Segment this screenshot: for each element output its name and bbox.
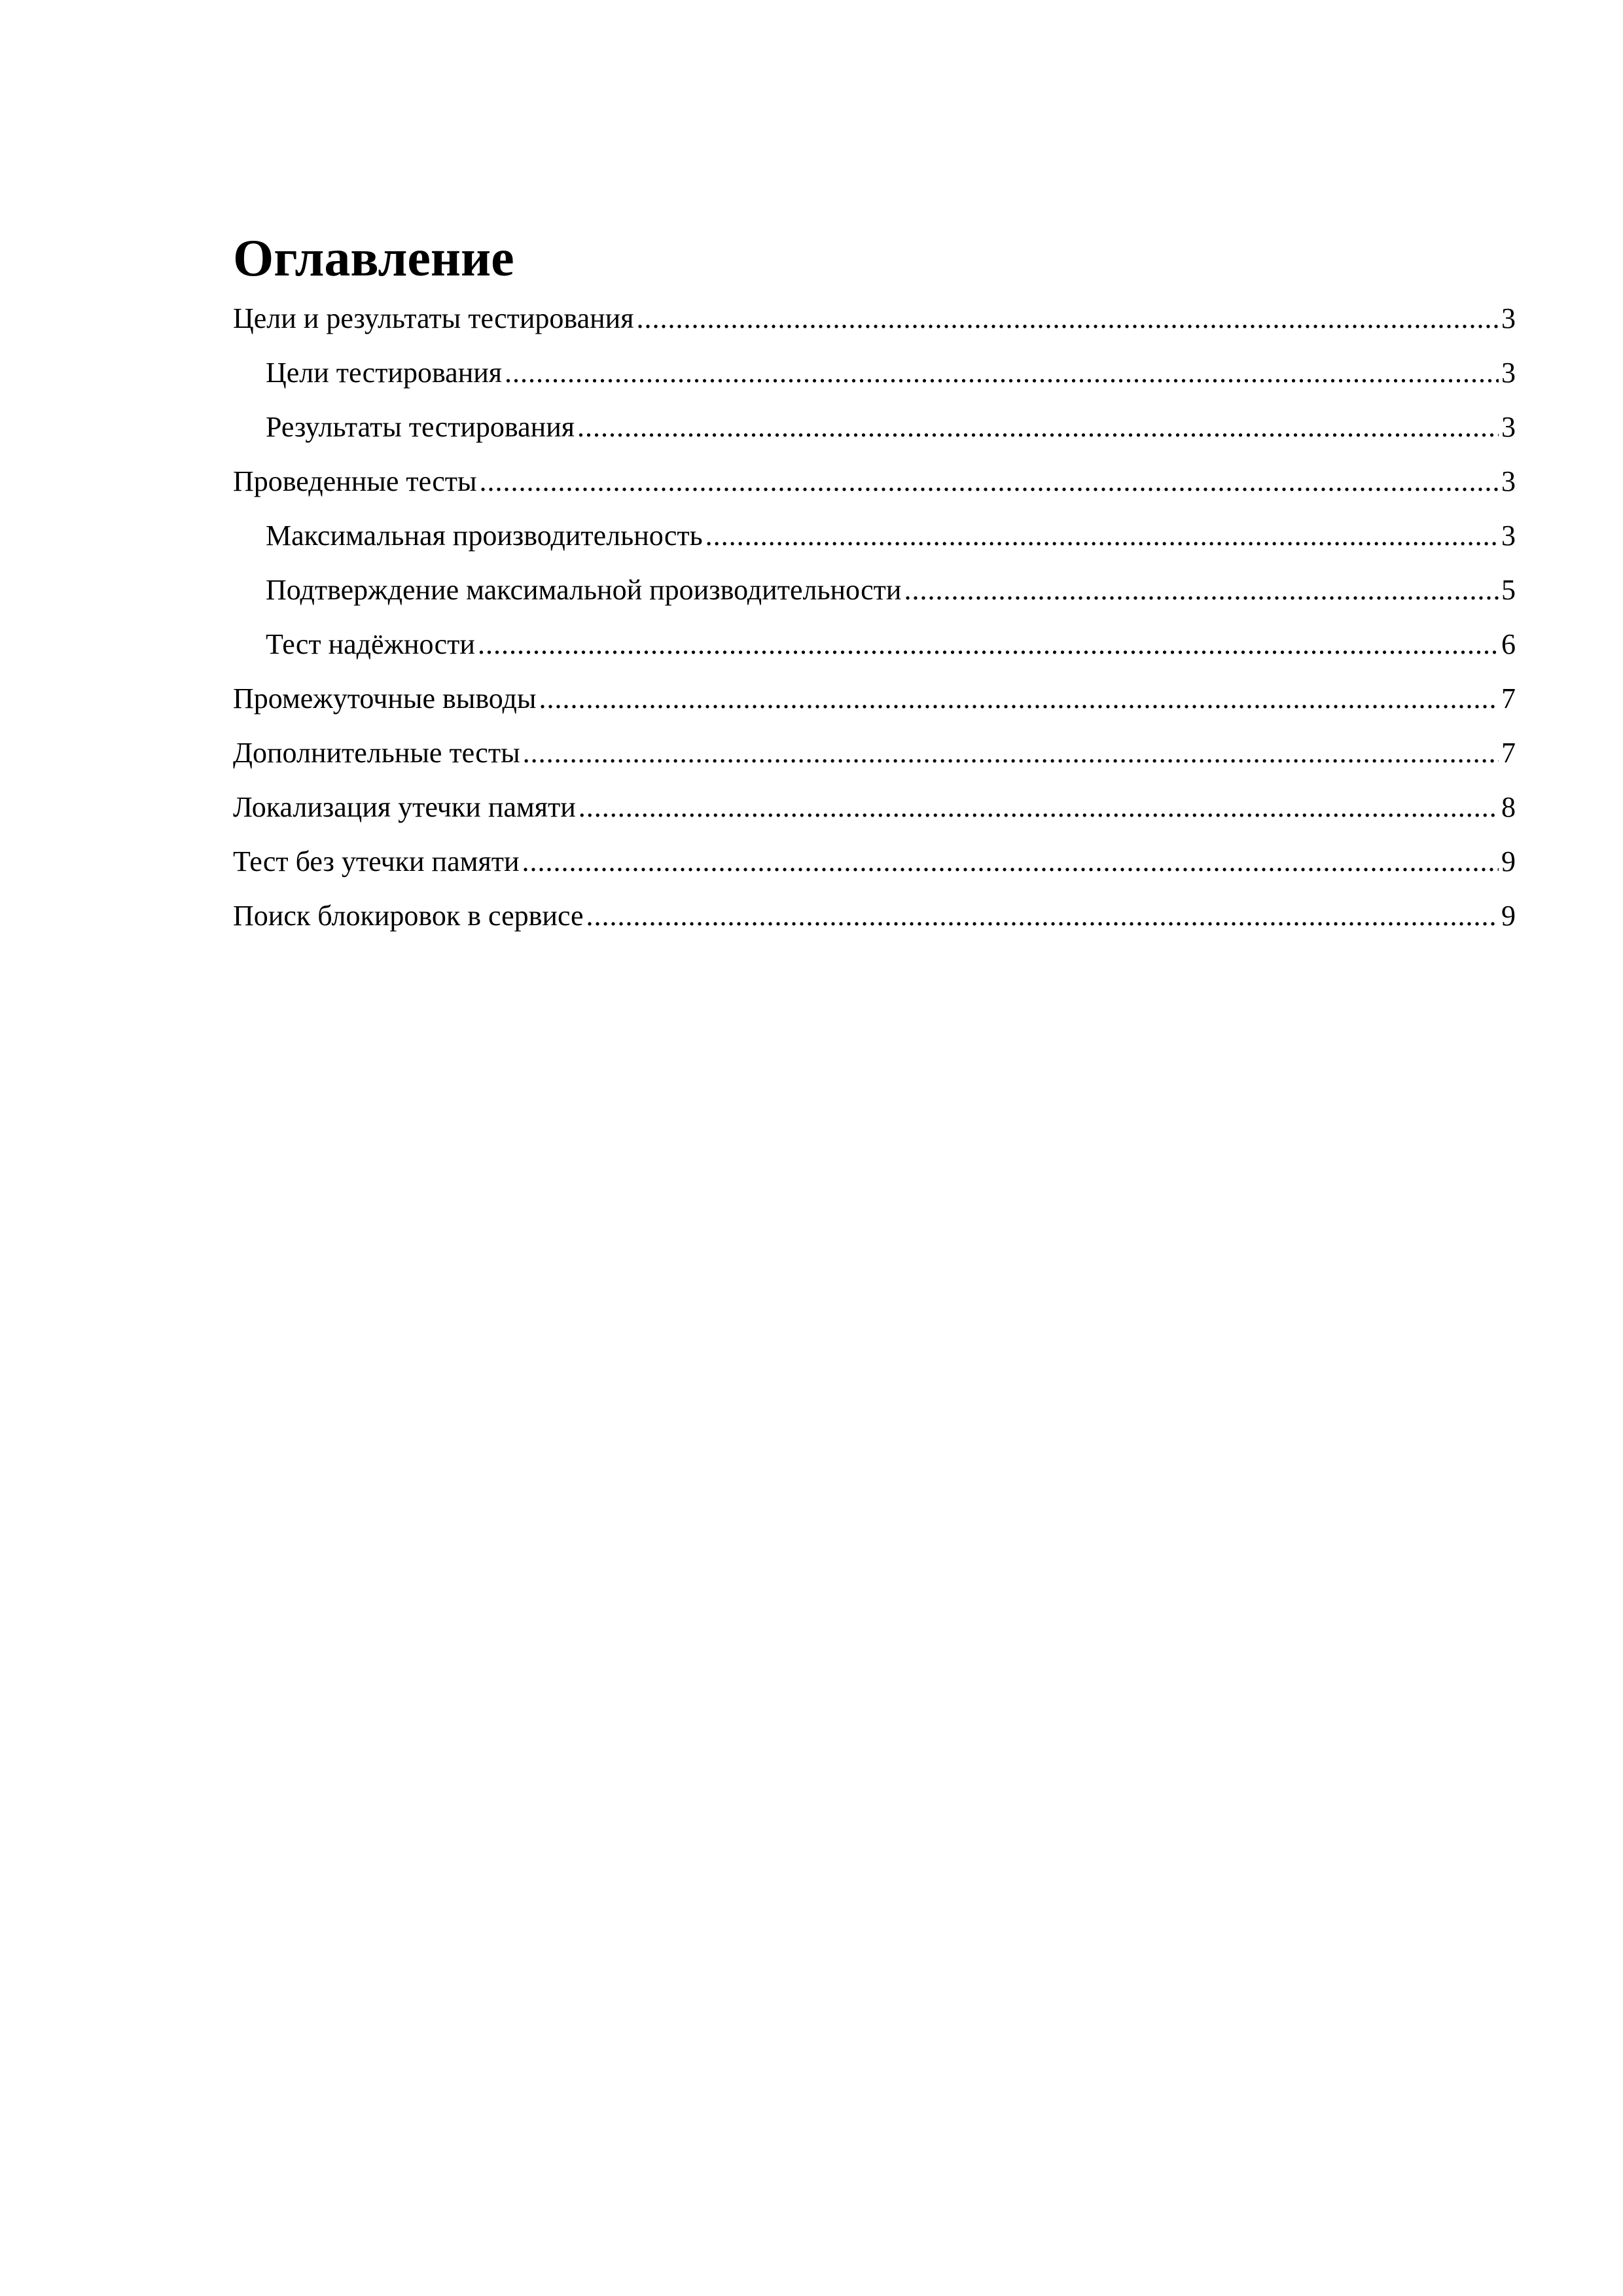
toc-page-number: 3: [1501, 465, 1516, 497]
toc-entry-max-performance-confirmation[interactable]: [233, 563, 1516, 617]
toc-list: [233, 291, 1516, 943]
toc-dot-leader: [523, 726, 1499, 780]
toc-dot-leader: [705, 508, 1499, 563]
toc-entry-text: Тест без утечки памяти: [233, 845, 520, 877]
toc-dot-leader: [904, 563, 1499, 617]
toc-dot-leader: [478, 617, 1499, 671]
toc-dot-leader: [636, 291, 1499, 345]
toc-entry-testing-results[interactable]: [233, 400, 1516, 454]
toc-page-number: 9: [1501, 845, 1516, 877]
toc-title: Оглавление: [233, 230, 514, 287]
toc-entry-text: Тест надёжности: [266, 628, 475, 660]
toc-entry-max-performance[interactable]: [233, 508, 1516, 563]
toc-entry-reliability-test[interactable]: [233, 617, 1516, 671]
toc-entry-memory-leak-localization[interactable]: [233, 780, 1516, 834]
toc-page-number: 5: [1501, 574, 1516, 606]
toc-dot-leader: [577, 400, 1499, 454]
toc-page-number: 7: [1501, 737, 1516, 769]
toc-entry-text: Проведенные тесты: [233, 465, 477, 497]
toc-entry-text: Максимальная производительность: [266, 520, 703, 552]
toc-entry-text: Цели и результаты тестирования: [233, 302, 634, 334]
toc-dot-leader: [579, 780, 1499, 834]
toc-entry-conducted-tests[interactable]: [233, 454, 1516, 508]
toc-dot-leader: [522, 834, 1499, 889]
toc-entry-additional-tests[interactable]: [233, 726, 1516, 780]
toc-entry-lock-search[interactable]: [233, 889, 1516, 943]
toc-dot-leader: [480, 454, 1499, 508]
table-of-contents: [233, 226, 1516, 943]
toc-page-number: 3: [1501, 302, 1516, 334]
toc-entry-text: Локализация утечки памяти: [233, 791, 576, 823]
toc-page-number: 3: [1501, 357, 1516, 389]
toc-entry-text: Подтверждение максимальной производительности: [266, 574, 902, 606]
toc-entry-intermediate-conclusions[interactable]: [233, 671, 1516, 726]
toc-entry-text: Цели тестирования: [266, 357, 503, 389]
toc-entry-goals-and-results[interactable]: [233, 291, 1516, 345]
toc-page-number: 3: [1501, 520, 1516, 552]
toc-dot-leader: [505, 345, 1499, 400]
toc-page-number: 8: [1501, 791, 1516, 823]
toc-page-number: 7: [1501, 682, 1516, 715]
toc-entry-text: Дополнительные тесты: [233, 737, 520, 769]
toc-entry-text: Поиск блокировок в сервисе: [233, 900, 584, 932]
toc-dot-leader: [539, 671, 1499, 726]
toc-page-number: 3: [1501, 411, 1516, 443]
toc-entry-test-without-memory-leak[interactable]: [233, 834, 1516, 889]
toc-page-number: 9: [1501, 900, 1516, 932]
toc-page-number: 6: [1501, 628, 1516, 660]
toc-entry-text: Результаты тестирования: [266, 411, 575, 443]
toc-entry-text: Промежуточные выводы: [233, 682, 537, 715]
toc-dot-leader: [586, 889, 1499, 943]
toc-entry-testing-goals[interactable]: [233, 345, 1516, 400]
